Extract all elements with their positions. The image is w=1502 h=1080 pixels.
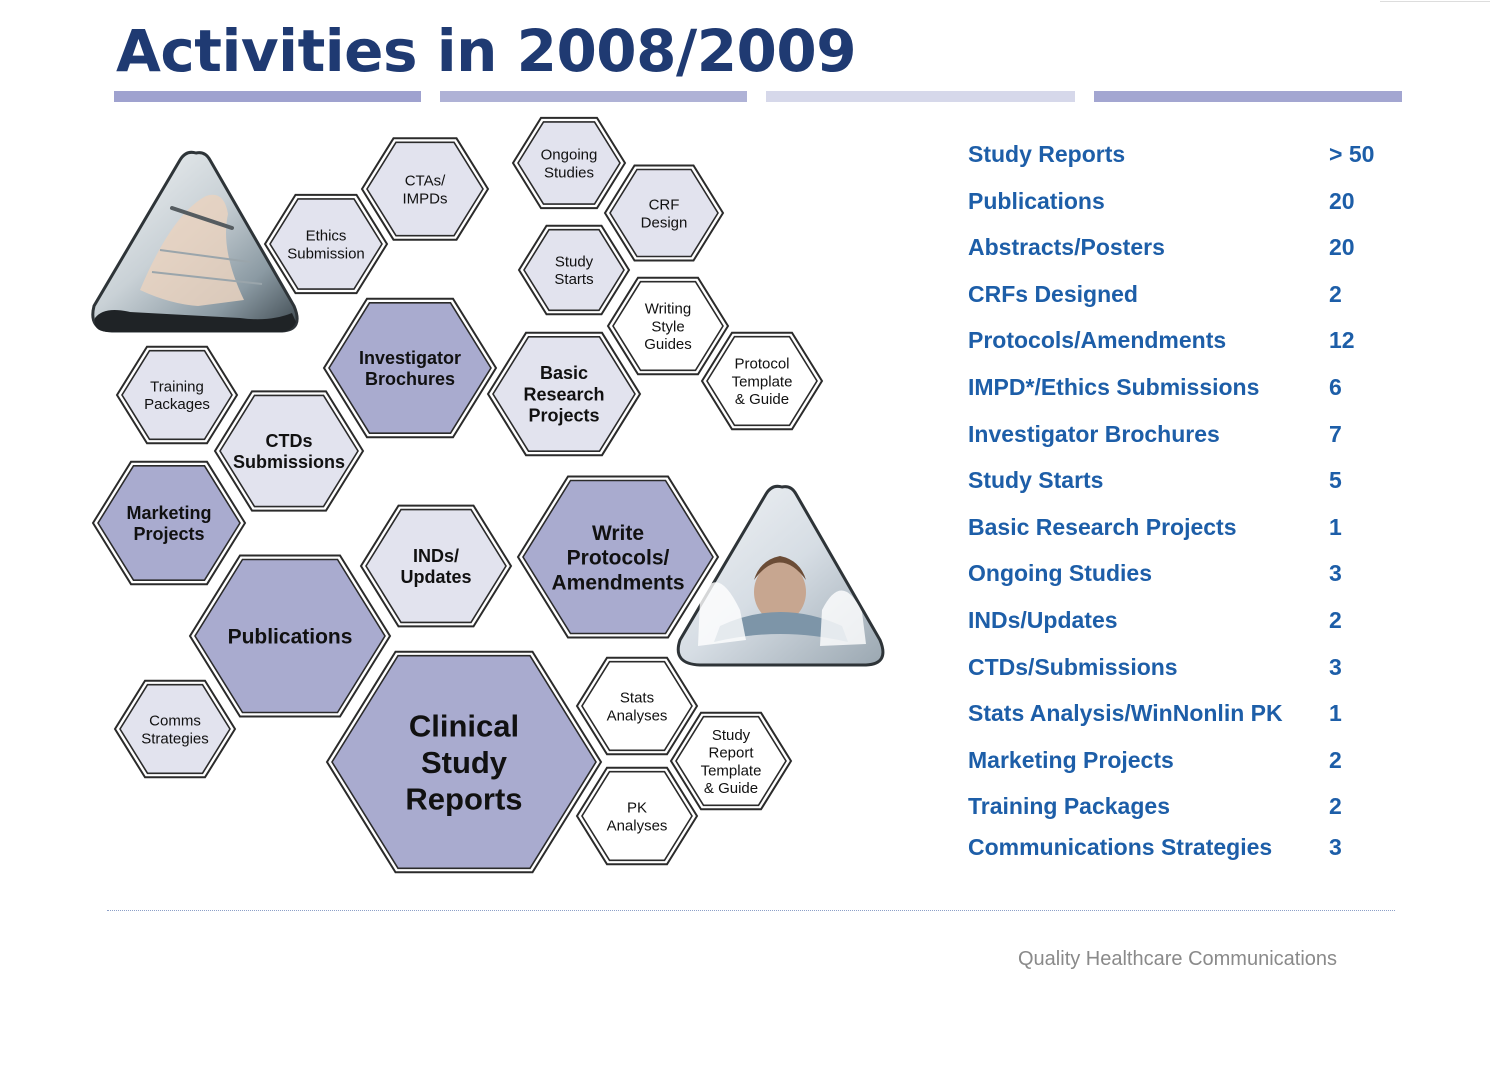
hexagon-write-protocols <box>518 477 718 638</box>
stat-label: CTDs/Submissions <box>968 653 1178 680</box>
hexagon-label-line: CRF <box>648 196 680 214</box>
stat-row <box>968 460 1408 507</box>
hexagon-label-line: INDs/ <box>412 545 460 566</box>
hexagon-ongoing-studies <box>513 118 625 208</box>
stat-value: 3 <box>1329 560 1342 587</box>
hexagon-label-line: & Guide <box>703 780 759 797</box>
hexagon-label-line: Stats <box>619 689 655 707</box>
footer-divider <box>107 910 1395 911</box>
hexagon-label-line: Publications <box>227 625 353 649</box>
hexagon-stats-analyses <box>577 658 697 755</box>
hexagon-label-line: Ongoing <box>540 146 598 164</box>
stat-label: Study Reports <box>968 141 1126 167</box>
hexagon-pk-analyses <box>577 768 697 865</box>
stat-value: 2 <box>1329 606 1342 633</box>
corner-line <box>1380 1 1490 2</box>
hexagon-label-line: Packages <box>144 396 210 414</box>
hexagon-label-line: Projects <box>133 524 205 545</box>
hexagon-study-report-template-guide <box>671 713 791 810</box>
stat-value: 1 <box>1329 700 1342 727</box>
hexagon-label-line: Strategies <box>141 730 209 748</box>
hexagon-label-line: Training <box>150 378 204 396</box>
hexagon-label-line: Analyses <box>606 707 668 725</box>
hexagon-label-line: Starts <box>554 271 594 289</box>
stat-row <box>968 367 1408 414</box>
hexagon-label-line: Research <box>523 384 605 405</box>
stat-value: 3 <box>1329 833 1342 860</box>
hexagon-label-line: CTAs/ <box>404 172 446 190</box>
stat-value: 20 <box>1329 187 1355 214</box>
stat-row <box>968 507 1408 554</box>
hexagon-label-line: PK <box>626 799 648 817</box>
stat-label: Study Starts <box>968 467 1104 494</box>
stat-value: 12 <box>1329 327 1355 354</box>
hexagon-label-line: Protocols/ <box>566 546 670 570</box>
stat-label: Ongoing Studies <box>968 560 1152 587</box>
stat-value: 3 <box>1329 653 1342 680</box>
hexagon-label-line: Template <box>700 762 762 780</box>
hexagon-label-line: Style <box>651 318 685 336</box>
hexagon-label-line: Study <box>420 745 508 781</box>
hexagon-ctas-impds <box>362 138 488 239</box>
hexagon-label-line: Submissions <box>232 452 346 473</box>
hexagon-inds-updates <box>361 506 511 627</box>
stat-label: Communications Strategies <box>968 833 1273 860</box>
hexagon-label-line: Ethics <box>305 227 347 245</box>
stat-value: 1 <box>1329 513 1342 540</box>
hexagon-label-line: Submission <box>287 245 365 263</box>
stat-value: 5 <box>1329 467 1342 494</box>
stat-label: Basic Research Projects <box>968 513 1237 540</box>
stat-label: Investigator Brochures <box>968 420 1220 447</box>
stat-label: Stats Analysis/WinNonlin PK <box>968 700 1283 727</box>
hexagon-label-line: Brochures <box>364 369 456 390</box>
stat-row <box>968 320 1408 367</box>
stat-label: Protocols/Amendments <box>968 327 1227 354</box>
stat-row <box>968 181 1408 228</box>
hexagon-label-line: CTDs <box>265 430 313 451</box>
hexagon-protocol-template-guide <box>702 333 822 430</box>
hexagon-ethics-submission <box>265 195 387 293</box>
stat-value: 2 <box>1329 793 1342 820</box>
stat-label: IMPD*/Ethics Submissions <box>968 373 1260 400</box>
stat-row <box>968 827 1408 874</box>
activities-hexagon-diagram <box>0 0 900 900</box>
hexagon-label-line: Amendments <box>551 571 685 595</box>
hexagon-label-line: Clinical <box>408 708 520 744</box>
hexagon-label-line: Comms <box>149 712 201 730</box>
stat-row <box>968 740 1408 787</box>
stat-label: Training Packages <box>968 793 1170 820</box>
hexagon-label-line: Guides <box>644 336 692 354</box>
hexagon-writing-style-guides <box>608 278 728 375</box>
stat-value: 2 <box>1329 746 1342 773</box>
hexagon-investigator-brochures <box>324 299 496 438</box>
footer-text: Quality Healthcare Communications <box>1018 948 1338 970</box>
stat-row <box>968 600 1408 647</box>
hexagon-label-line: Updates <box>400 567 472 588</box>
stat-row <box>968 274 1408 321</box>
stat-row <box>968 553 1408 600</box>
stat-row <box>968 227 1408 274</box>
hexagon-label-line: Design <box>640 214 688 232</box>
hexagon-label-line: Study <box>711 726 751 744</box>
stat-label: Marketing Projects <box>968 746 1174 773</box>
stat-value: 6 <box>1329 373 1342 400</box>
stat-row <box>968 693 1408 740</box>
hexagon-label-line: Projects <box>528 405 600 426</box>
hexagon-clinical-study-reports <box>327 652 601 873</box>
hexagon-label-line: Write <box>591 521 645 545</box>
activity-stats-list <box>968 134 1408 874</box>
stat-value: > 50 <box>1329 141 1375 167</box>
hexagon-publications <box>190 556 390 717</box>
hexagon-label-line: & Guide <box>734 391 790 409</box>
stat-label: Publications <box>968 187 1105 214</box>
stat-value: 2 <box>1329 280 1342 307</box>
stat-value: 7 <box>1329 420 1342 447</box>
hexagon-label-line: Study <box>554 253 594 271</box>
hexagon-marketing-projects <box>93 462 245 584</box>
stat-row <box>968 647 1408 694</box>
hexagon-crf-design <box>605 166 723 261</box>
hexagon-label-line: Basic <box>539 363 589 384</box>
page-title: Activities in 2008/2009 <box>116 17 857 85</box>
title-rule-segment <box>1094 91 1402 102</box>
hexagon-label-line: Studies <box>543 164 595 182</box>
hexagon-label-line: Template <box>731 373 793 391</box>
hexagon-label-line: Protocol <box>734 355 790 373</box>
hexagon-label-line: Report <box>708 744 754 762</box>
hexagon-ctds-submissions <box>215 391 363 510</box>
hexagon-label-line: Investigator <box>358 347 462 368</box>
stat-row <box>968 414 1408 461</box>
hexagon-training-packages <box>117 347 237 444</box>
hexagon-label-line: Reports <box>405 781 523 817</box>
stat-value: 20 <box>1329 234 1355 261</box>
photo-stressed-person <box>678 486 883 665</box>
hexagon-comms-strategies <box>115 681 235 778</box>
stat-row <box>968 134 1408 181</box>
hexagon-study-starts <box>519 226 629 315</box>
stat-row <box>968 786 1408 833</box>
hexagon-label-line: Writing <box>644 300 692 318</box>
stat-label: INDs/Updates <box>968 606 1118 633</box>
hexagon-label-line: Marketing <box>126 502 212 523</box>
stat-label: Abstracts/Posters <box>968 234 1165 261</box>
hexagon-basic-research-projects <box>488 333 640 455</box>
hexagon-label-line: IMPDs <box>402 190 448 208</box>
hexagon-label-line: Analyses <box>606 817 668 835</box>
stat-label: CRFs Designed <box>968 280 1138 307</box>
